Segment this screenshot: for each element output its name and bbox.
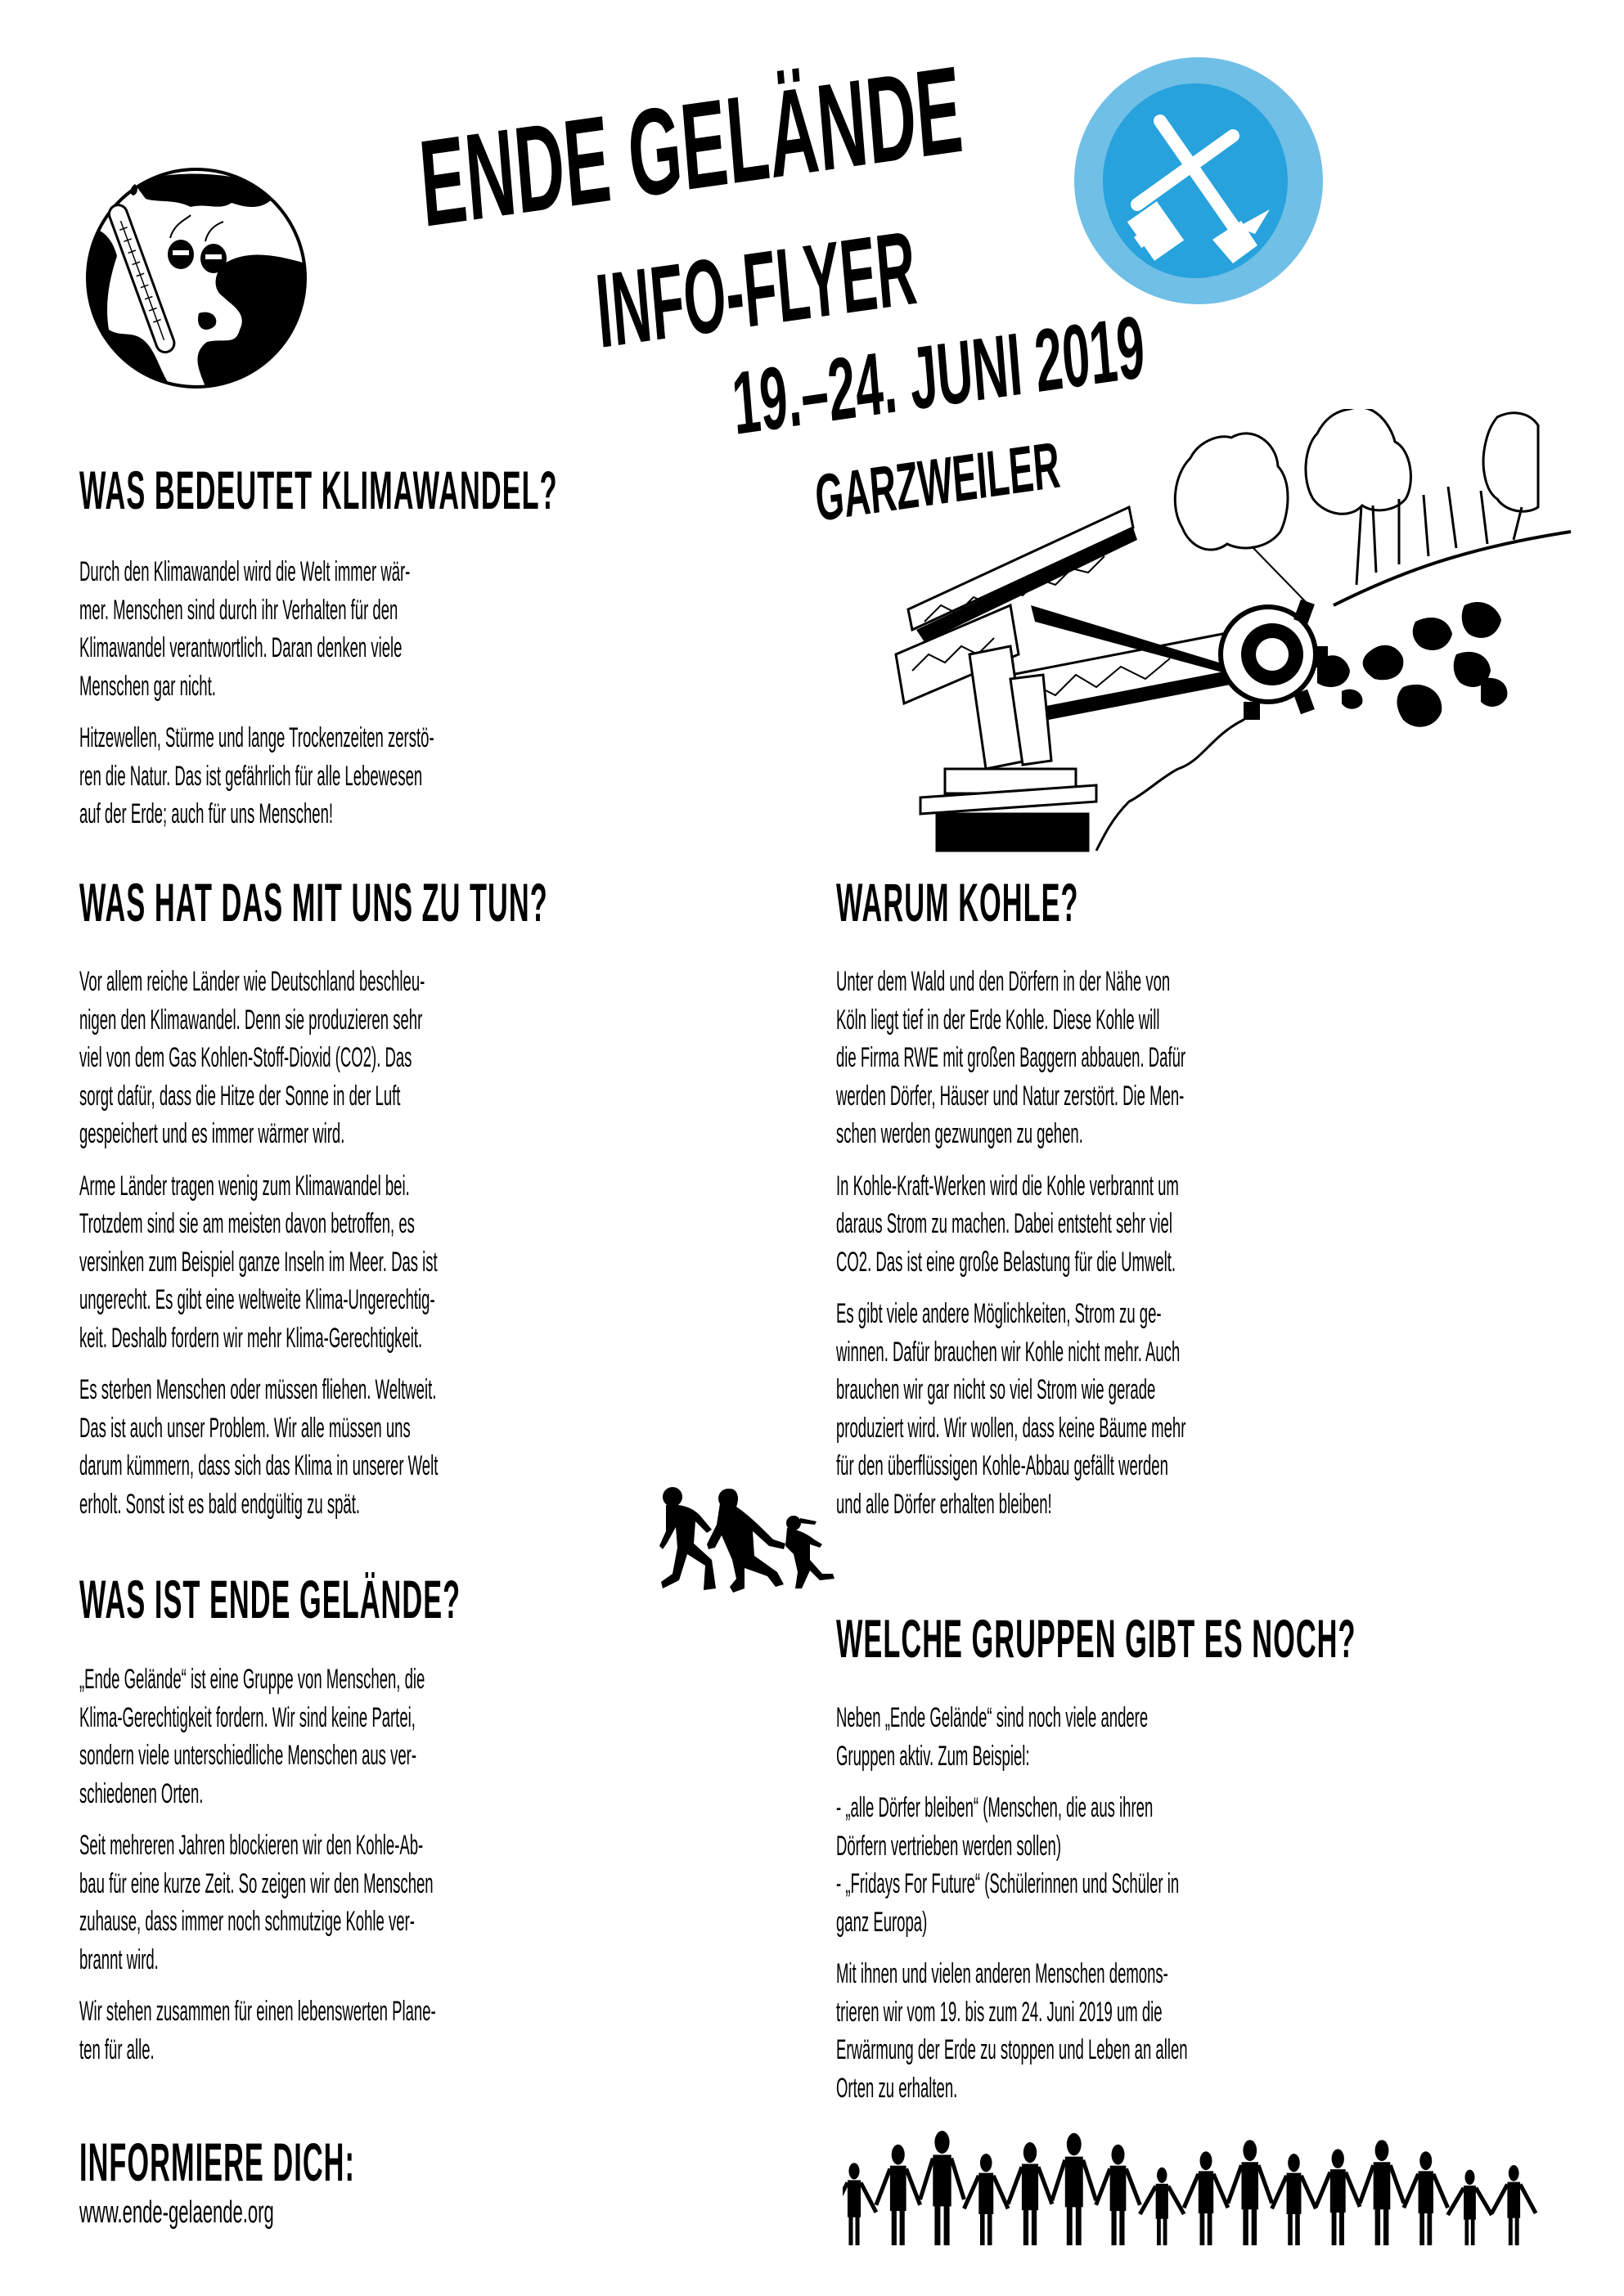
person-figure [1052,2133,1096,2245]
person-figure [1491,2165,1536,2245]
person-figure [843,2163,876,2245]
person-figure [1404,2151,1448,2245]
person-figure [1184,2151,1228,2245]
text-line: Orten zu erhalten. [836,2072,958,2104]
person-figure [1360,2140,1404,2245]
text-line: werden Dörfer, Häuser und Natur zerstört. Die Men- [836,1080,1185,1112]
text-line: - „Fridays For Future“ (Schülerinnen und Schüler in [836,1868,1180,1899]
text-line: Mit ihnen und vielen anderen Menschen demons- [836,1958,1168,1989]
text-line: trieren wir vom 19. bis zum 24. Juni 2019 um die [836,1996,1163,2028]
heading-uns: WAS HAT DAS MIT UNS ZU TUN? [79,872,548,932]
ende-gelaende-logo [1073,56,1324,306]
text-line: Klimawandel verantwortlich. Daran denken viele [79,632,403,663]
body-klimawandel [79,553,775,847]
body-gruppen [836,1699,1532,2121]
website-link[interactable]: www.ende-gelaende.org [79,2195,274,2230]
person-figure [964,2154,1008,2245]
crossed-hammer-pickaxe-icon [1073,56,1324,306]
paragraph [836,1167,1532,1282]
person-figure [1316,2149,1360,2245]
text-line: Vor allem reiche Länder wie Deutschland beschleu- [79,966,425,997]
body-uns [79,963,775,1537]
text-line: „Ende Gelände“ ist eine Gruppe von Menschen, die [79,1664,425,1695]
text-line: Neben „Ende Gelände“ sind noch viele andere [836,1702,1149,1733]
text-line: Gruppen aktiv. Zum Beispiel: [836,1740,1030,1772]
person-figure [920,2131,965,2245]
paragraph [836,963,1532,1153]
person-figure [876,2145,920,2245]
text-line: Unter dem Wald und den Dörfern in der Nähe von [836,966,1171,997]
text-line: produziert wird. Wir wollen, dass keine Bäume mehr [836,1412,1186,1444]
text-line: und alle Dörfer erhalten bleiben! [836,1488,1052,1520]
text-line: brannt wird. [79,1943,159,1975]
bucket-wheel-excavator-illustration [859,409,1595,867]
flyer-subtitle: INFO-FLYER [592,209,920,371]
text-line: ganz Europa) [836,1906,928,1938]
text-line: Menschen gar nicht. [79,670,216,702]
text-line: keit. Deshalb fordern wir mehr Klima-Gerechtigkeit. [79,1322,423,1354]
text-line: sondern viele unterschiedliche Menschen aus ver- [79,1740,417,1771]
text-line: winnen. Dafür brauchen wir Kohle nicht mehr. Auch [836,1336,1181,1368]
body-kohle [836,963,1532,1537]
paragraph [79,1167,775,1358]
text-line: ten für alle. [79,2033,155,2065]
heading-gruppen: WELCHE GRUPPEN GIBT ES NOCH? [836,1608,1356,1669]
text-line: für den überflüssigen Kohle-Abbau gefällt werden [836,1450,1168,1481]
text-line: Durch den Klimawandel wird die Welt immer wär- [79,556,411,587]
text-line: schen werden gezwungen zu gehen. [836,1118,1083,1149]
text-line: daraus Strom zu machen. Dabei entsteht sehr viel [836,1208,1172,1239]
text-line: mer. Menschen sind durch ihr Verhalten für den [79,594,398,626]
text-line: - „alle Dörfer bleiben“ (Menschen, die aus ihren [836,1792,1154,1823]
person-figure [1228,2140,1272,2245]
text-line: Hitzewellen, Stürme und lange Trockenzeiten zerstö- [79,722,434,753]
text-line: gespeichert und es immer wärmer wird. [79,1118,345,1149]
person-figure [1008,2142,1052,2245]
event-location: GARZWEILER [812,428,1063,535]
heading-ende-gelaende: WAS IST ENDE GELÄNDE? [79,1569,461,1629]
text-line: auf der Erde; auch für uns Menschen! [79,798,334,829]
text-line: darum kümmern, dass sich das Klima in unserer Welt [79,1450,439,1481]
footer-heading: INFORMIERE DICH: [79,2132,355,2192]
heading-kohle: WARUM KOHLE? [836,872,1079,932]
text-line: Trotzdem sind sie am meisten davon betroffen, es [79,1208,415,1239]
text-line: Erwärmung der Erde zu stoppen und Leben an allen [836,2034,1188,2065]
paragraph [79,719,775,833]
person-figure [1448,2170,1492,2245]
text-line: Arme Länder tragen wenig zum Klimawandel bei. [79,1170,410,1202]
text-line: ungerecht. Es gibt eine weltweite Klima-Ungerechtig- [79,1284,435,1315]
paragraph [836,1699,1532,1775]
running-family-silhouette [655,1482,851,1597]
paragraph [79,1993,775,2069]
text-line: Köln liegt tief in der Erde Kohle. Diese Kohle will [836,1004,1160,1036]
people-holding-hands-silhouette [843,2127,1563,2249]
person-figure [1272,2154,1316,2245]
text-line: nigen den Klimawandel. Denn sie produzieren sehr [79,1004,423,1036]
text-line: Wir stehen zusammen für einen lebenswerten Plane- [79,1996,436,2027]
sick-globe-icon [84,166,308,390]
text-line: CO2. Das ist eine große Belastung für die Umwelt. [836,1246,1176,1278]
paragraph [79,553,775,705]
text-line: erholt. Sonst ist es bald endgültig zu spät. [79,1488,361,1520]
paragraph [79,1826,775,1979]
text-line: brauchen wir gar nicht so viel Strom wie gerade [836,1374,1156,1405]
text-line: ren die Natur. Das ist gefährlich für alle Lebewesen [79,760,423,792]
text-line: sorgt dafür, dass die Hitze der Sonne in der Luft [79,1080,401,1112]
flyer-title: ENDE GELÄNDE [415,39,967,253]
person-figure [1096,2145,1140,2245]
text-line: bau für eine kurze Zeit. So zeigen wir den Menschen [79,1867,434,1899]
paragraph [836,1955,1532,2107]
text-line: Seit mehreren Jahren blockieren wir den Kohle-Ab- [79,1830,424,1861]
text-line: schiedenen Orten. [79,1777,204,1809]
text-line: Es sterben Menschen oder müssen fliehen. Weltweit. [79,1374,437,1405]
forest-trees-illustration [1175,409,1538,605]
text-line: versinken zum Beispiel ganze Inseln im Meer. Das ist [79,1246,438,1278]
text-line: viel von dem Gas Kohlen-Stoff-Dioxid (CO2). Das [79,1042,412,1073]
coal-chunks-illustration [1317,602,1507,727]
text-line: In Kohle-Kraft-Werken wird die Kohle verbrannt um [836,1170,1179,1202]
text-line: Dörfern vertrieben werden sollen) [836,1830,1061,1862]
person-figure [1140,2168,1184,2245]
heading-klimawandel: WAS BEDEUTET KLIMAWANDEL? [79,460,558,520]
text-line: Das ist auch unser Problem. Wir alle müssen uns [79,1412,411,1444]
body-ende-gelaende [79,1660,775,2083]
paragraph [836,1789,1532,1941]
text-line: zuhause, dass immer noch schmutzige Kohle ver- [79,1906,415,1937]
text-line: Klima-Gerechtigkeit fordern. Wir sind keine Partei, [79,1701,416,1733]
paragraph [79,1660,775,1813]
text-line: Es gibt viele andere Möglichkeiten, Strom zu ge- [836,1298,1162,1329]
text-line: die Firma RWE mit großen Baggern abbauen. Dafür [836,1042,1186,1073]
paragraph [836,1295,1532,1523]
paragraph [79,963,775,1153]
event-dates: 19.–24. JUNI 2019 [728,296,1149,453]
